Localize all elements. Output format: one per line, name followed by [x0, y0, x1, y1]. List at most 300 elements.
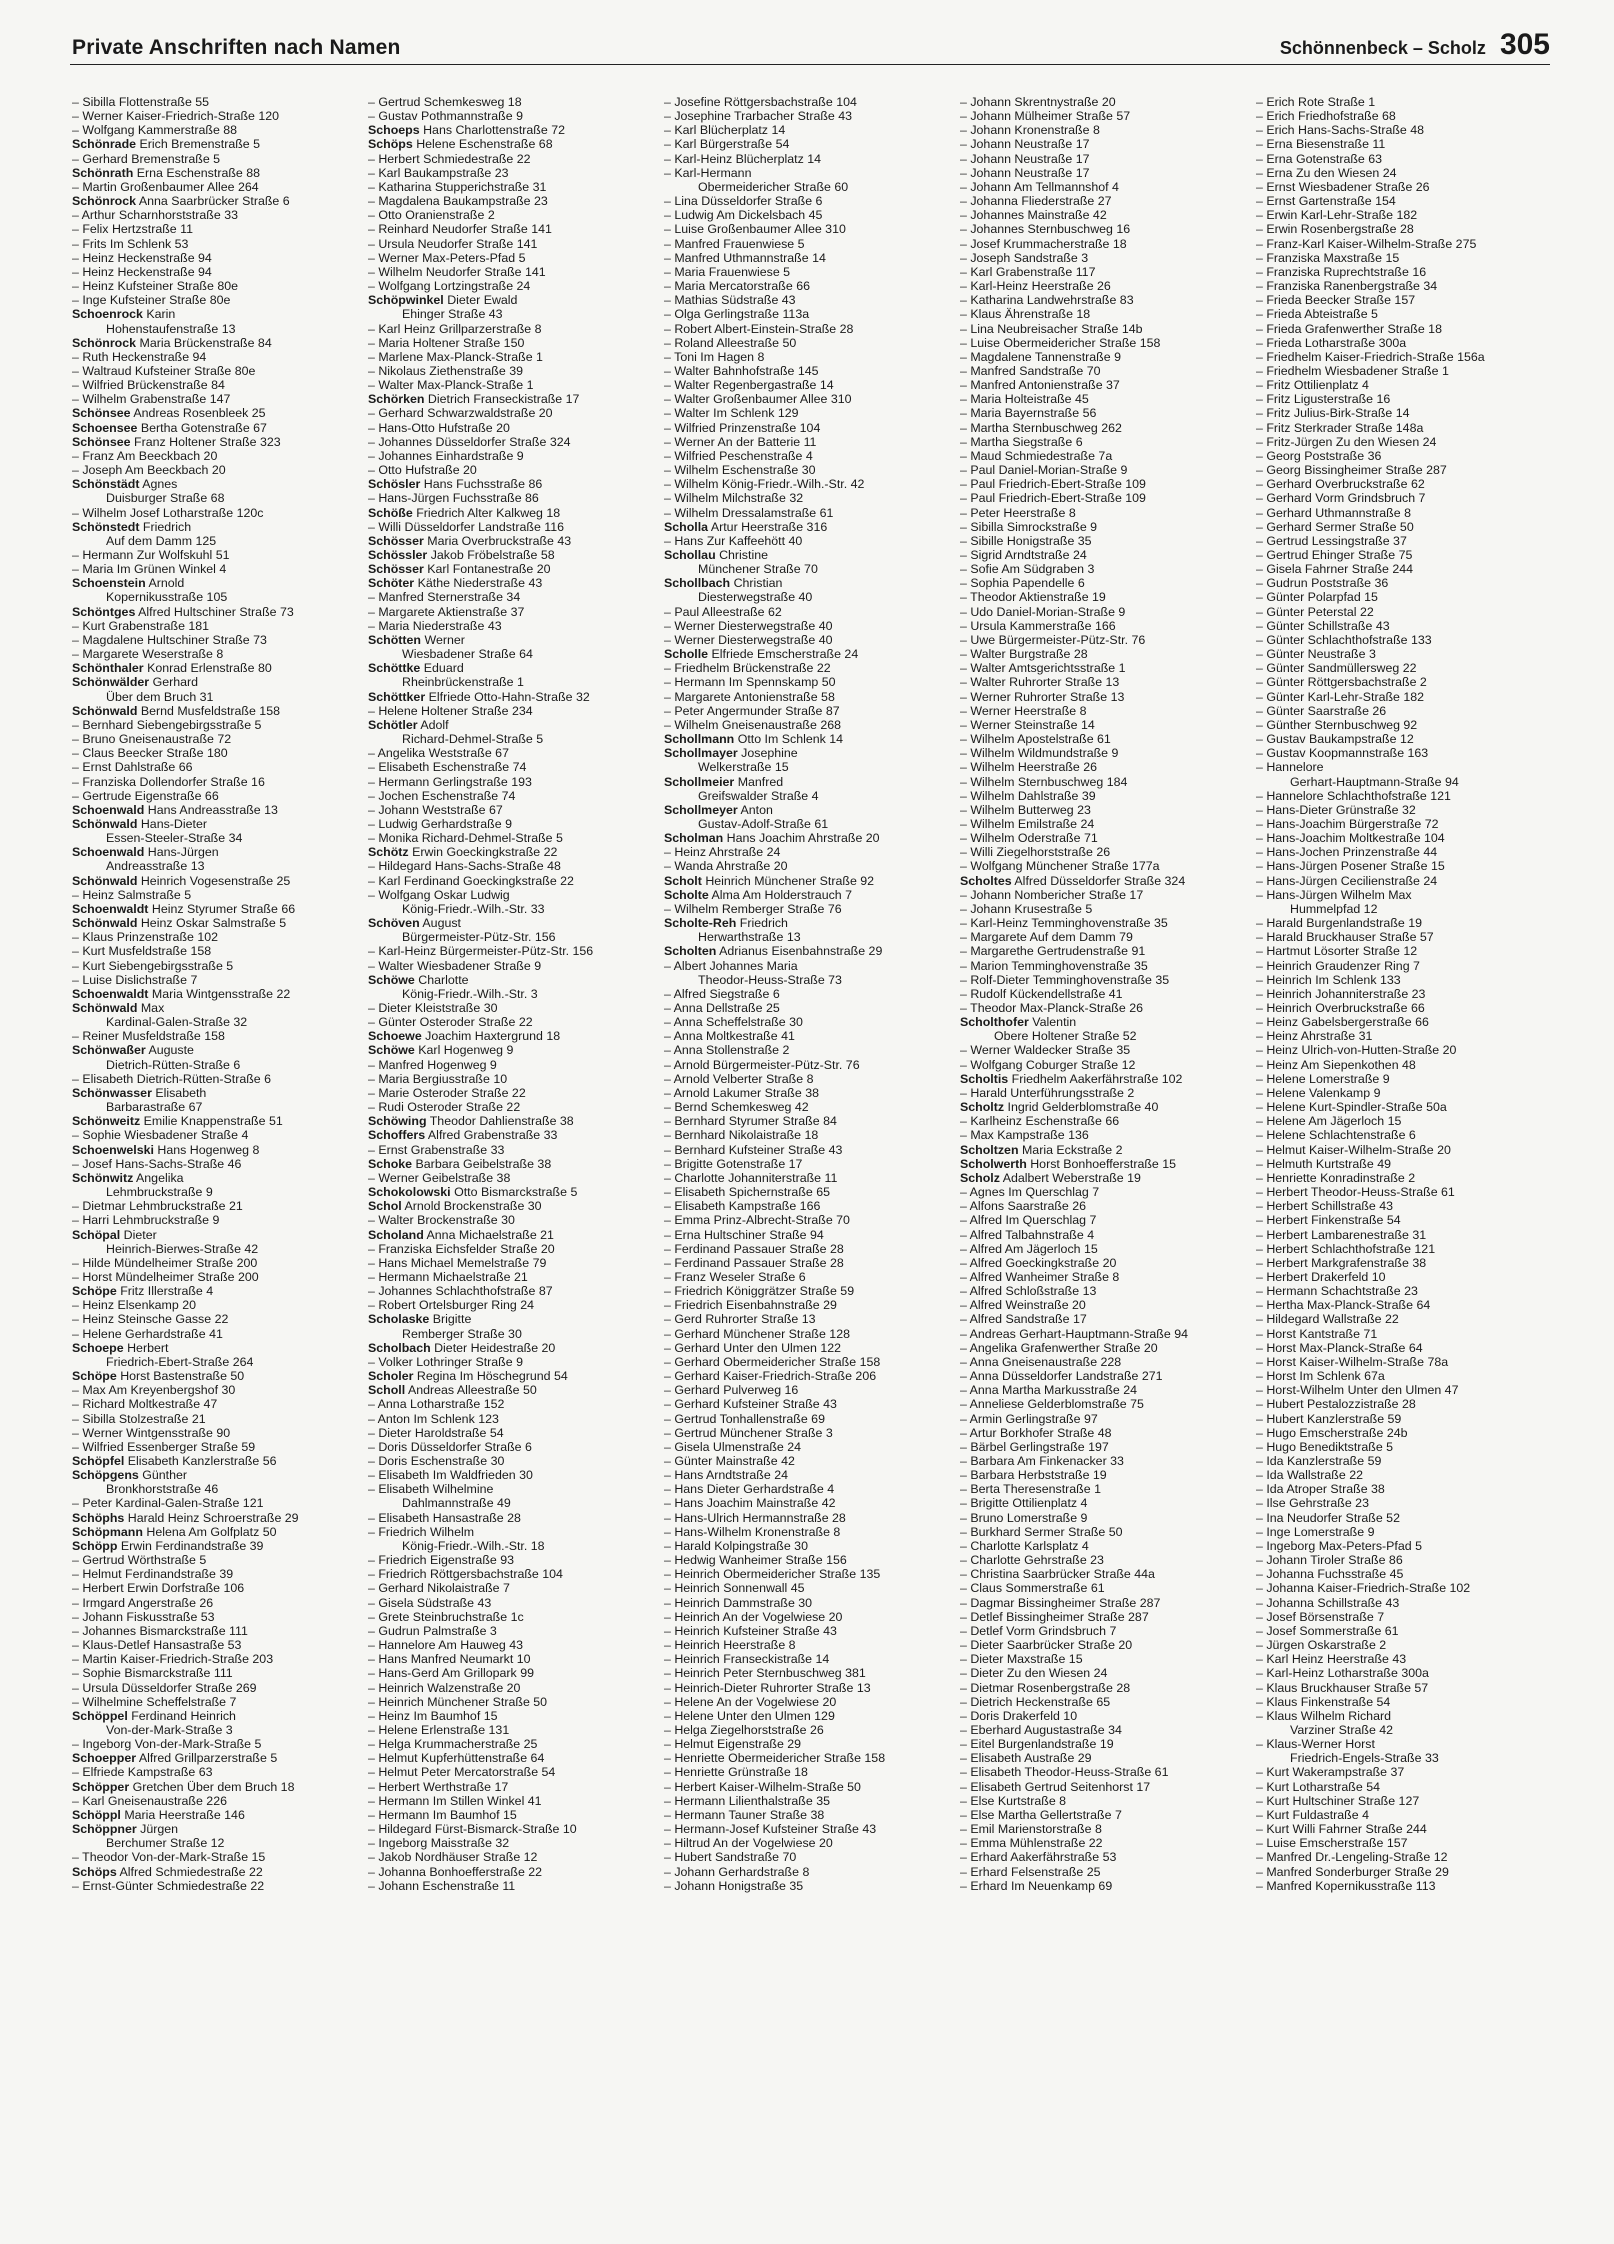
entry-text: Karl-Heinz Temminghovenstraße 35 [970, 916, 1168, 931]
entry-text: Manfred Sonderburger Straße 29 [1266, 1864, 1449, 1879]
entry-text: Hummelpfad 12 [1290, 901, 1378, 916]
entry-text: Werner Waldecker Straße 35 [970, 1043, 1131, 1058]
entry-text: Volker Lothringer Straße 9 [378, 1354, 523, 1369]
entry-text: Johann Mülheimer Straße 57 [970, 109, 1131, 124]
entry-text: Rheinbrückenstraße 1 [402, 675, 524, 690]
entry-text: Elisabeth Gertrud Seitenhorst 17 [970, 1779, 1151, 1794]
directory-entry: – Wolfgang Lortzingstraße 24 [368, 279, 531, 294]
entry-text: Armin Gerlingstraße 97 [969, 1411, 1098, 1426]
directory-entry: – Heinz Elsenkamp 20 [72, 1298, 196, 1313]
directory-entry: – Lina Neubreisacher Straße 14b [960, 321, 1143, 336]
entry-text: Karl-Heinz Bürgermeister-Pütz-Str. 156 [378, 944, 594, 959]
entry-text: Peter Heerstraße 8 [970, 505, 1076, 520]
entry-text: Helmut Peter Mercatorstraße 54 [378, 1765, 556, 1780]
directory-entry [72, 1723, 368, 1737]
entry-text: Dahlmannstraße 49 [402, 1496, 511, 1511]
directory-entry: – Manfred Uthmannstraße 14 [664, 250, 826, 265]
entry-text: Herbert Schlachthofstraße 121 [1266, 1241, 1436, 1256]
entry-text: Herbert Lambarenestraße 31 [1266, 1227, 1427, 1242]
directory-entry: – Agnes Im Querschlag 7 [960, 1185, 1100, 1200]
entry-text: Werner An der Batterie 11 [674, 434, 817, 449]
entry-text: Rudi Osteroder Straße 22 [378, 1100, 521, 1115]
entry-text: Hugo Benediktstraße 5 [1266, 1439, 1394, 1454]
directory-entry: – Manfred Sonderburger Straße 29 [1256, 1864, 1449, 1879]
entry-text: Hans Manfred Neumarkt 10 [378, 1652, 531, 1667]
directory-entry: – Kurt Grabenstraße 181 [72, 618, 210, 633]
directory-entry: – Hans-Jürgen Cecilienstraße 24 [1256, 873, 1438, 888]
directory-entry: – Wilhelm Remberger Straße 76 [664, 901, 842, 916]
directory-entry: – Johanna Fliederstraße 27 [960, 194, 1112, 209]
directory-entry: – Josefine Röttgersbachstraße 104 [664, 95, 857, 109]
surname: Schöter [368, 576, 415, 591]
entry-text: Johann Weststraße 67 [378, 802, 503, 817]
page-number: 305 [1499, 28, 1550, 61]
entry-text: Erna Eschenstraße 88 [136, 165, 261, 180]
directory-entry [72, 1454, 368, 1468]
directory-entry: – Felix Hertzstraße 11 [72, 222, 193, 237]
directory-entry: – Karl Ferdinand Goeckingkstraße 22 [368, 873, 574, 888]
entry-text: Walter Wiesbadener Straße 9 [378, 958, 542, 973]
directory-entry: – Bernd Schemkesweg 42 [664, 1100, 809, 1115]
entry-text: Gertrud Wörthstraße 5 [82, 1553, 207, 1568]
entry-text: Berchumer Straße 12 [106, 1836, 225, 1851]
directory-entry: – Johannes Mainstraße 42 [960, 208, 1107, 223]
directory-entry: – Ferdinand Passauer Straße 28 [664, 1255, 844, 1270]
directory-entry: – Johann Mülheimer Straße 57 [960, 109, 1131, 124]
directory-entry: – Manfred Dr.-Lengeling-Straße 12 [1256, 1850, 1448, 1865]
entry-text: Hermann Tauner Straße 38 [674, 1807, 825, 1822]
directory-entry: – Gisela Ulmenstraße 24 [664, 1439, 802, 1454]
directory-entry: – Grete Steinbruchstraße 1c [368, 1609, 524, 1624]
entry-text: Alma Am Holderstrauch 7 [711, 887, 853, 902]
directory-entry: – Hans Dieter Gerhardstraße 4 [664, 1482, 835, 1497]
entry-text: Josephine [741, 746, 798, 761]
entry-text: Alfred Im Querschlag 7 [969, 1213, 1097, 1228]
directory-entry: – Frieda Beecker Straße 157 [1256, 293, 1416, 308]
entry-text: Helmut Ferdinandstraße 39 [82, 1567, 234, 1582]
directory-entry: – Arthur Scharnhorststraße 33 [72, 208, 238, 223]
directory-entry: – Gertrud Münchener Straße 3 [664, 1425, 833, 1440]
directory-entry: – Inge Kufsteiner Straße 80e [72, 293, 231, 308]
directory-entry: – Klaus Ährenstraße 18 [960, 307, 1091, 322]
entry-text: Martin Kaiser-Friedrich-Straße 203 [82, 1652, 274, 1667]
directory-entry: – Heinz Ulrich-von-Hutten-Straße 20 [1256, 1043, 1457, 1058]
entry-text: Klaus-Werner Horst [1266, 1737, 1375, 1752]
entry-text: Grete Steinbruchstraße 1c [378, 1609, 524, 1624]
entry-text: Anton [740, 802, 773, 817]
directory-entry: – Herbert Erwin Dorfstraße 106 [72, 1581, 245, 1596]
directory-entry: – Wilhelm Emilstraße 24 [960, 816, 1095, 831]
entry-text: Charlotte Karlsplatz 4 [970, 1538, 1089, 1553]
directory-entry: – Hans-Dieter Grünstraße 32 [1256, 802, 1416, 817]
entry-text: Johanna Bonhoefferstraße 22 [378, 1864, 543, 1879]
directory-entry: – Wolfgang Kammerstraße 88 [72, 123, 238, 138]
directory-entry [1256, 1751, 1552, 1765]
entry-text: Alfred Siegstraße 6 [673, 986, 780, 1001]
directory-entry: – Hermann Zur Wolfskuhl 51 [72, 548, 230, 562]
directory-entry: – Sibilla Flottenstraße 55 [72, 95, 210, 109]
entry-text: Toni Im Hagen 8 [674, 349, 765, 364]
entry-text: Dietrich-Rütten-Straße 6 [106, 1057, 241, 1072]
entry-text: Walter Großenbaumer Allee 310 [674, 392, 852, 407]
entry-text: Werner Max-Peters-Pfad 5 [378, 250, 526, 265]
entry-text: Hermann Michaelstraße 21 [378, 1269, 528, 1284]
entry-text: Ferdinand Passauer Straße 28 [674, 1255, 844, 1270]
entry-text: Bernd Musfeldstraße 158 [140, 703, 280, 718]
directory-entry: – Doris Eschenstraße 30 [368, 1454, 505, 1468]
entry-text: Kurt Willi Fahrner Straße 244 [1266, 1822, 1427, 1837]
directory-entry: – Franziska Ruprechtstraße 16 [1256, 264, 1427, 279]
directory-entry: – Erna Gotenstraße 63 [1256, 151, 1383, 166]
directory-entry: – Hans-Otto Hufstraße 20 [368, 420, 510, 435]
directory-entry [960, 1015, 1256, 1029]
entry-text: Wilhelm Dressalamstraße 61 [674, 505, 834, 520]
entry-text: Hans-Wilhelm Kronenstraße 8 [674, 1524, 841, 1539]
entry-text: Hans-Jürgen Fuchsstraße 86 [378, 491, 539, 506]
entry-text: Alfons Saarstraße 26 [969, 1199, 1087, 1214]
entry-text: Helmut Kaiser-Wilhelm-Straße 20 [1266, 1142, 1451, 1157]
directory-entry: – Gustav Koopmannstraße 163 [1256, 746, 1429, 761]
entry-text: Lina Neubreisacher Straße 14b [970, 321, 1143, 336]
entry-text: Wolfgang Kammerstraße 88 [82, 123, 238, 138]
directory-entry: – Maria Bayernstraße 56 [960, 406, 1097, 421]
entry-text: Gertrud Münchener Straße 3 [674, 1425, 833, 1440]
entry-text: Herwarthstraße 13 [698, 930, 801, 945]
entry-text: Anna Lotharstraße 152 [377, 1397, 505, 1412]
directory-entry [368, 916, 664, 930]
entry-text: Margarete Antonienstraße 58 [674, 689, 835, 704]
entry-text: Werner [424, 632, 465, 647]
directory-entry [72, 1468, 368, 1482]
directory-entry: – Angelika Weststraße 67 [368, 746, 509, 761]
entry-text: Konrad Erlenstraße 80 [147, 661, 272, 676]
entry-text: Friedrich [739, 916, 788, 931]
entry-text: Friedhelm Brückenstraße 22 [674, 661, 831, 676]
entry-text: Regina Im Höschegrund 54 [416, 1369, 568, 1384]
directory-entry [368, 647, 664, 661]
surname: Schöwe [368, 972, 415, 987]
directory-entry: – Otto Oranienstraße 2 [368, 208, 495, 223]
entry-text: Johanna Fliederstraße 27 [970, 194, 1112, 209]
entry-text: Friedhelm Kaiser-Friedrich-Straße 156a [1266, 349, 1485, 364]
directory-entry: – Harald Kolpingstraße 30 [664, 1538, 808, 1553]
surname: Schoeps [368, 123, 420, 138]
surname: Schöpp [72, 1538, 118, 1553]
directory-entry: – Berta Theresenstraße 1 [960, 1482, 1101, 1497]
directory-entry: – Wilhelm Eschenstraße 30 [664, 463, 816, 478]
surname: Schöpgens [72, 1468, 139, 1483]
entry-text: Heinrich Im Schlenk 133 [1266, 972, 1401, 987]
surname: Schollmayer [664, 746, 738, 761]
directory-entry: – Alfred Im Querschlag 7 [960, 1213, 1097, 1228]
entry-text: Wolfgang Coburger Straße 12 [970, 1057, 1136, 1072]
directory-entry: – Maria Bergiusstraße 10 [368, 1071, 508, 1086]
directory-entry [664, 732, 960, 746]
directory-entry: – Werner Waldecker Straße 35 [960, 1043, 1131, 1058]
directory-entry: – Elisabeth Wilhelmine [368, 1482, 494, 1497]
directory-entry: – Elisabeth Gertrud Seitenhorst 17 [960, 1779, 1151, 1794]
entry-text: Anna Düsseldorfer Landstraße 271 [969, 1369, 1163, 1384]
entry-text: August [422, 916, 461, 931]
entry-text: Ehinger Straße 43 [402, 307, 503, 322]
directory-entry: – Magdalene Hultschiner Straße 73 [72, 632, 267, 647]
directory-entry: – Johann Honigstraße 35 [664, 1878, 804, 1893]
entry-text: Maria Bayernstraße 56 [970, 406, 1097, 421]
directory-entry: – Karl-Heinz Lotharstraße 300a [1256, 1666, 1429, 1681]
entry-text: Dieter Kleiststraße 30 [378, 1001, 498, 1015]
entry-text: Hans-Joachim Moltkestraße 104 [1266, 831, 1445, 846]
directory-entry: – Josef Börsenstraße 7 [1256, 1609, 1385, 1624]
directory-entry [368, 718, 664, 732]
directory-entry: – Gerhard Bremenstraße 5 [72, 151, 221, 166]
entry-text: Kurt Grabenstraße 181 [82, 618, 210, 633]
entry-text: Fritz Ottilienplatz 4 [1266, 378, 1369, 393]
entry-text: Manfred Hogenweg 9 [378, 1057, 497, 1072]
directory-entry: – Hedwig Wanheimer Straße 156 [664, 1553, 847, 1568]
directory-entry [960, 1072, 1256, 1086]
entry-text: Hans Arndtstraße 24 [674, 1468, 788, 1483]
entry-text: Gisela Fahrner Straße 244 [1266, 562, 1414, 577]
directory-entry: – Helene Holtener Straße 234 [368, 703, 533, 718]
directory-entry: – Fritz Sterkrader Straße 148a [1256, 420, 1424, 435]
entry-text: Maria Holteistraße 45 [970, 392, 1089, 407]
directory-entry [72, 1086, 368, 1100]
entry-text: Magdalene Hultschiner Straße 73 [82, 632, 267, 647]
entry-text: Gerhard Schwarzwaldstraße 20 [378, 406, 553, 421]
page-range [1280, 28, 1550, 62]
entry-text: Bernhard Kufsteiner Straße 43 [674, 1142, 843, 1157]
directory-entry [72, 520, 368, 534]
entry-text: Magdalena Baukampstraße 23 [378, 194, 548, 209]
entry-text: Eberhard Augustastraße 34 [970, 1722, 1122, 1737]
directory-entry [664, 590, 960, 604]
directory-entry: – Barbara Herbststraße 19 [960, 1468, 1107, 1483]
entry-text: Kurt Lotharstraße 54 [1266, 1779, 1380, 1794]
directory-entry: – Hermann Lilienthalstraße 35 [664, 1793, 830, 1808]
directory-entry: – Albert Johannes Maria [664, 958, 798, 973]
directory-entry: – Joseph Sandstraße 3 [960, 250, 1089, 265]
directory-entry [1256, 775, 1552, 789]
entry-text: Kurt Siebengebirgsstraße 5 [82, 958, 234, 973]
directory-entry: – Walter Burgstraße 28 [960, 647, 1088, 662]
entry-text: Karl Bürgerstraße 54 [674, 137, 790, 152]
entry-text: Hans-Jürgen [147, 845, 219, 860]
surname: Schönweitz [72, 1114, 141, 1129]
entry-text: Josephine Trarbacher Straße 43 [674, 109, 853, 124]
entry-text: Franz Weseler Straße 6 [674, 1269, 806, 1284]
entry-text: Harald Bruckhauser Straße 57 [1266, 930, 1434, 945]
entry-text: Arnold [148, 576, 185, 591]
directory-entry: – Dietrich Heckenstraße 65 [960, 1694, 1111, 1709]
entry-text: Waltraud Kufsteiner Straße 80e [82, 363, 256, 378]
entry-text: Brigitte Ottilienplatz 4 [970, 1496, 1088, 1511]
directory-entry: – Helga Ziegelhorststraße 26 [664, 1722, 824, 1737]
entry-text: Horst Kaiser-Wilhelm-Straße 78a [1266, 1354, 1449, 1369]
directory-entry: – Gerhard Unter den Ulmen 122 [664, 1340, 842, 1355]
directory-entry: – Hermann Gerlingstraße 193 [368, 774, 532, 789]
entry-text: Wilfried Brückenstraße 84 [82, 378, 225, 393]
entry-text: Hohenstaufenstraße 13 [106, 321, 236, 336]
directory-entry: – Wilhelm Oderstraße 71 [960, 831, 1098, 846]
directory-entry: – Gisela Südstraße 43 [368, 1595, 492, 1610]
entry-text: Werner Heerstraße 8 [970, 703, 1087, 718]
entry-text: Erhard Im Neuenkamp 69 [970, 1878, 1113, 1893]
directory-entry [72, 987, 368, 1001]
directory-entry: – Reinhard Neudorfer Straße 141 [368, 222, 552, 237]
entry-text: Charlotte [418, 972, 469, 987]
entry-text: Monika Richard-Dehmel-Straße 5 [378, 831, 563, 846]
directory-entry [72, 1369, 368, 1383]
entry-text: Helene Lomerstraße 9 [1266, 1071, 1390, 1086]
directory-entry: – Elisabeth Kampstraße 166 [664, 1199, 821, 1214]
entry-text: Manfred Uthmannstraße 14 [674, 250, 826, 265]
directory-entry: – Charlotte Gehrstraße 23 [960, 1553, 1104, 1568]
directory-entry: – Barbara Am Finkenacker 33 [960, 1454, 1124, 1468]
entry-text: Herbert Schmiedestraße 22 [378, 151, 531, 166]
entry-text: Detlef Bissingheimer Straße 287 [970, 1609, 1149, 1624]
entry-text: Heinrich Johanniterstraße 23 [1266, 986, 1426, 1001]
directory-entry: – Herbert Finkenstraße 54 [1256, 1213, 1401, 1228]
entry-text: Gerhard Kaiser-Friedrich-Straße 206 [674, 1369, 877, 1384]
directory-entry: – Andreas Gerhart-Hauptmann-Straße 94 [960, 1326, 1188, 1341]
directory-entry: – Helene Lomerstraße 9 [1256, 1071, 1390, 1086]
entry-text: Günter Osteroder Straße 22 [378, 1015, 533, 1030]
surname: Schoewe [368, 1029, 422, 1044]
surname: Schokolowski [368, 1185, 451, 1200]
directory-entry: – Wilhelm König-Friedr.-Wilh.-Str. 42 [664, 477, 865, 492]
directory-entry: – Karl-Heinz Bürgermeister-Pütz-Str. 156 [368, 944, 594, 959]
entry-text: Paul Friedrich-Ebert-Straße 109 [970, 491, 1146, 506]
directory-entry: – Maria Holteistraße 45 [960, 392, 1089, 407]
directory-entry [368, 732, 664, 746]
directory-entry: – Heinrich Franseckistraße 14 [664, 1652, 830, 1667]
entry-text: Barbara Geibelstraße 38 [415, 1156, 552, 1171]
entry-text: Johannes Mainstraße 42 [970, 208, 1107, 223]
entry-text: Max Kampstraße 136 [970, 1128, 1089, 1143]
entry-text: Günter Peterstal 22 [1266, 604, 1374, 619]
directory-entry: – Hans-Wilhelm Kronenstraße 8 [664, 1524, 841, 1539]
directory-entry: – Gerhard Nikolaistraße 7 [368, 1581, 510, 1596]
directory-entry: – Armin Gerlingstraße 97 [960, 1411, 1098, 1426]
entry-text: Alfred Grabenstraße 33 [427, 1128, 558, 1143]
entry-text: Erhard Felsenstraße 25 [970, 1864, 1101, 1879]
entry-text: Heinrich Kufsteiner Straße 43 [674, 1623, 837, 1638]
entry-text: Emma Mühlenstraße 22 [970, 1836, 1103, 1851]
entry-text: Walter Burgstraße 28 [970, 647, 1088, 662]
entry-text: Josef Hans-Sachs-Straße 46 [82, 1156, 242, 1171]
directory-entry: – Johann Nombericher Straße 17 [960, 887, 1144, 902]
surname: Schöpal [72, 1227, 121, 1242]
entry-text: Doris Drakerfeld 10 [970, 1708, 1078, 1723]
directory-entry: – Harald Bruckhauser Straße 57 [1256, 930, 1434, 945]
entry-text: Johann Fiskusstraße 53 [82, 1609, 215, 1624]
directory-entry [664, 973, 960, 987]
directory-entry: – Hermann Im Stillen Winkel 41 [368, 1793, 542, 1808]
directory-entry [72, 137, 368, 151]
entry-text: Gerhard [152, 675, 199, 690]
entry-text: Anton Im Schlenk 123 [377, 1411, 499, 1426]
entry-text: Werner Ruhrorter Straße 13 [970, 689, 1125, 704]
directory-entry: – Willi Düsseldorfer Landstraße 116 [368, 519, 565, 534]
directory-entry [72, 194, 368, 208]
entry-text: Erich Friedhofstraße 68 [1266, 109, 1396, 124]
directory-entry: – Herbert Theodor-Heuss-Straße 61 [1256, 1185, 1455, 1200]
directory-entry: – Gustav Baukampstraße 12 [1256, 732, 1414, 747]
directory-entry: – Manfred Sandstraße 70 [960, 363, 1101, 378]
directory-entry: – Herbert Schmiedestraße 22 [368, 151, 531, 166]
entry-text: Katharina Stupperichstraße 31 [378, 179, 547, 194]
entry-text: Wilhelm Neudorfer Straße 141 [378, 264, 546, 279]
entry-text: Elfriede Otto-Hahn-Straße 32 [428, 689, 590, 704]
entry-text: Elisabeth Kanzlerstraße 56 [127, 1454, 277, 1468]
entry-text: Klaus Prinzenstraße 102 [82, 930, 219, 945]
directory-entry: – Klaus Wilhelm Richard [1256, 1708, 1391, 1723]
directory-entry: – Wilhelm Butterweg 23 [960, 802, 1091, 817]
directory-entry: – Katharina Landwehrstraße 83 [960, 293, 1134, 308]
entry-text: Georg Poststraße 36 [1266, 448, 1382, 463]
entry-text: Hermann Schachtstraße 23 [1266, 1284, 1418, 1299]
directory-entry: – Johanna Bonhoefferstraße 22 [368, 1864, 543, 1879]
column-1 [72, 95, 368, 2225]
directory-entry [960, 1143, 1256, 1157]
entry-text: Georg Bissingheimer Straße 287 [1266, 463, 1447, 478]
entry-text: Gerhard Kufsteiner Straße 43 [674, 1397, 837, 1412]
entry-text: Wilhelm Wildmundstraße 9 [970, 746, 1119, 761]
entry-text: Marlene Max-Planck-Straße 1 [378, 349, 543, 364]
surname: Schöwe [368, 1043, 415, 1058]
directory-entry: – Franz-Karl Kaiser-Wilhelm-Straße 275 [1256, 236, 1477, 251]
surname: Schöpfel [72, 1454, 125, 1468]
entry-text: Friedrich Wilhelm [378, 1524, 475, 1539]
entry-text: Andreas Rosenbleek 25 [133, 406, 266, 421]
directory-entry: – Hannelore Schlachthofstraße 121 [1256, 788, 1451, 803]
entry-text: Herbert Erwin Dorfstraße 106 [82, 1581, 245, 1596]
entry-text: Franz-Karl Kaiser-Wilhelm-Straße 275 [1266, 236, 1477, 251]
entry-text: Maria Overbruckstraße 43 [427, 533, 572, 548]
entry-text: Wilhelm Milchstraße 32 [674, 491, 804, 506]
entry-text: Frieda Abteistraße 5 [1266, 307, 1378, 322]
surname: Schöntges [72, 604, 136, 619]
directory-entry: – Wilhelm Dahlstraße 39 [960, 788, 1096, 803]
directory-entry: – Theodor Max-Planck-Straße 26 [960, 1001, 1143, 1015]
directory-entry: – Hans Zur Kaffeehött 40 [664, 533, 803, 548]
surname: Schötler [368, 717, 418, 732]
entry-text: Heinz Heckenstraße 94 [82, 250, 212, 265]
directory-entry: – Erich Friedhofstraße 68 [1256, 109, 1396, 124]
entry-text: Johann Kronenstraße 8 [970, 123, 1100, 138]
directory-entry [72, 704, 368, 718]
entry-text: Ludwig Am Dickelsbach 45 [674, 208, 823, 223]
directory-entry [72, 1822, 368, 1836]
entry-text: Agnes [142, 477, 178, 492]
directory-entry: – Kurt Lotharstraße 54 [1256, 1779, 1380, 1794]
entry-text: Rolf-Dieter Temminghovenstraße 35 [970, 972, 1170, 987]
surname: Schönwald [72, 1001, 138, 1015]
surname: Scholtzen [960, 1142, 1019, 1157]
directory-entry: – Joseph Am Beeckbach 20 [72, 463, 226, 478]
entry-text: Über dem Bruch 31 [106, 689, 214, 704]
entry-text: Karl-Heinz Heerstraße 26 [970, 279, 1111, 294]
directory-entry: – Gerhard Münchener Straße 128 [664, 1326, 850, 1341]
directory-entry: – Dagmar Bissingheimer Straße 287 [960, 1595, 1161, 1610]
entry-text: Jakob Fröbelstraße 58 [430, 548, 555, 562]
entry-text: Von-der-Mark-Straße 3 [106, 1722, 233, 1737]
entry-text: Wilhelm Emilstraße 24 [970, 816, 1095, 831]
entry-text: Peter Kardinal-Galen-Straße 121 [82, 1496, 264, 1511]
directory-entry: – Bruno Gneisenaustraße 72 [72, 732, 232, 747]
directory-entry: – Charlotte Johanniterstraße 11 [664, 1170, 838, 1185]
entry-text: Johanna Fuchsstraße 45 [1266, 1567, 1404, 1582]
